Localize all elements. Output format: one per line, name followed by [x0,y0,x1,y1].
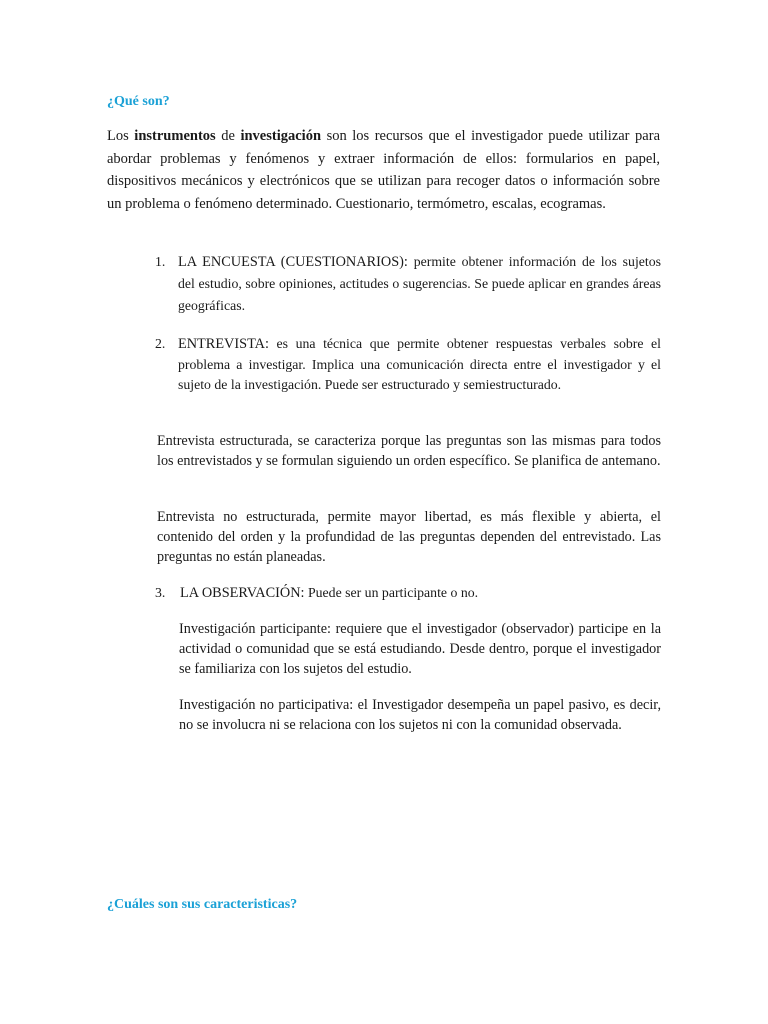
list-item-body: permite obtener información de los sujetos del estudio, sobre opiniones, actitudes o sugerencias. Se puede aplicar en grandes áreas geográficas. [178,254,662,313]
intro-bold-investigacion: investigación [240,128,322,144]
intro-rest: son los recursos que el investigador puede utilizar para abordar problemas y fenómenos y extraer información de ellos: formularios en papel, dispositivos mecánicos y electrónicos que se utilizan para recoger datos o información sobre un problema o fenómeno determinado. Cuestionario, termómetro, escalas, ecogramas. [107,128,661,212]
list-item-lead: LA OBSERVACIÓN: [180,585,305,601]
list-item-lead: LA ENCUESTA (CUESTIONARIOS): [178,254,408,270]
list-item-text [180,582,661,604]
list-item-encuesta [155,251,661,317]
intro-paragraph [107,125,660,215]
entrevista-estructurada-paragraph: Entrevista estructurada, se caracteriza porque las preguntas son las mismas para todos los entrevistados y se formulan siguiendo un orden específico. Se planifica de antemano. [157,433,661,469]
list-item-text [178,334,661,396]
heading-what-are: ¿Qué son? [107,94,170,109]
intro-word-los: Los [107,128,129,144]
investigacion-no-participativa-paragraph: Investigación no participativa: el Investigador desempeña un papel pasivo, es decir, no se involucra ni se relaciona con los sujetos ni con la comunidad observada. [179,697,661,733]
list-item-number: 3. [155,585,166,600]
list-item-body: Puede ser un participante o no. [307,585,479,600]
list-item-observacion [155,582,661,604]
investigacion-participante-paragraph: Investigación participante: requiere que el investigador (observador) participe en la actividad o comunidad que se está estudiando. Desde dentro, porque el investigador se familiariza con los sujetos del estudio. [179,621,661,677]
intro-bold-instrumentos: instrumentos [134,128,216,144]
entrevista-no-estructurada-paragraph: Entrevista no estructurada, permite mayor libertad, es más flexible y abierta, el contenido del orden y la profundidad de las preguntas dependen del entrevistado. Las preguntas no están planeadas. [157,509,661,565]
heading-characteristics: ¿Cuáles son sus caracteristicas? [107,897,298,912]
list-item-number: 1. [155,254,166,269]
list-item-text [178,251,661,317]
list-item-entrevista [155,334,661,396]
list-item-body: es una técnica que permite obtener respuestas verbales sobre el problema a investigar. Implica una comunicación directa entre el investigador y el sujeto de la investigación. Puede ser estructurado y semiestructurado. [178,336,661,392]
list-item-number: 2. [155,336,166,351]
intro-word-de: de [221,128,235,144]
list-item-lead: ENTREVISTA: [178,336,269,352]
